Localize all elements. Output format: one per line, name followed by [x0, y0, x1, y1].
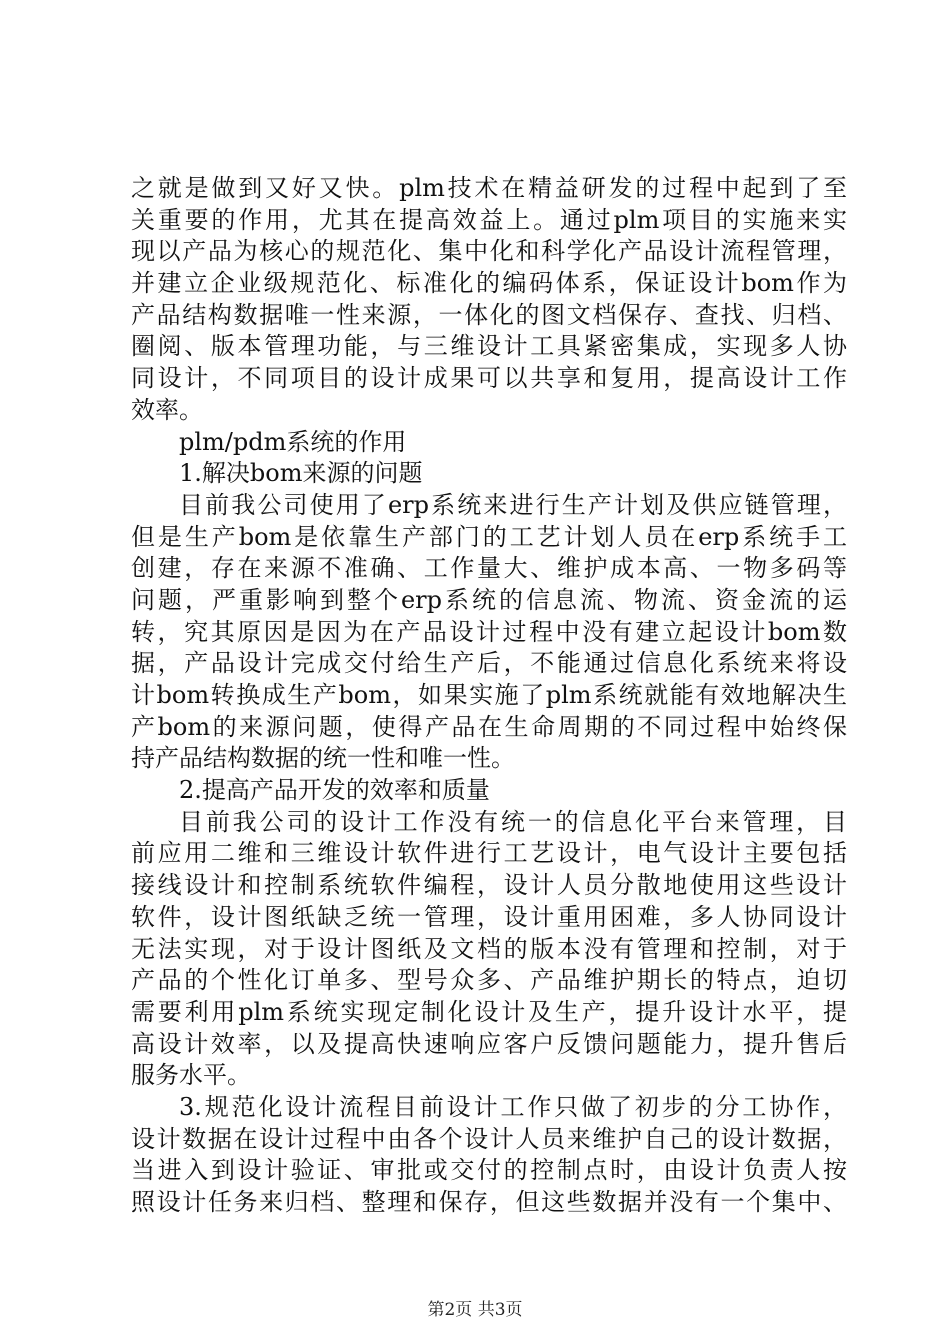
text-line: 现以产品为核心的规范化、集中化和科学化产品设计流程管理， — [131, 237, 847, 266]
text-line: 转，究其原因是因为在产品设计过程中没有建立起设计bom数 — [131, 617, 847, 646]
text-line: 计bom转换成生产bom，如果实施了plm系统就能有效地解决生 — [131, 681, 847, 709]
text-line: 并建立企业级规范化、标准化的编码体系，保证设计bom作为 — [131, 269, 847, 298]
text-line: 接线设计和控制系统软件编程，设计人员分散地使用这些设计 — [131, 871, 847, 900]
text-line: 需要利用plm系统实现定制化设计及生产，提升设计水平，提 — [131, 997, 847, 1026]
text-line: 关重要的作用，尤其在提高效益上。通过plm项目的实施来实 — [131, 205, 847, 234]
text-line: 持产品结构数据的统一性和唯一性。 — [131, 744, 515, 773]
text-line: 同设计，不同项目的设计成果可以共享和复用，提高设计工作 — [131, 364, 847, 393]
text-line: 但是生产bom是依靠生产部门的工艺计划人员在erp系统手工 — [131, 522, 847, 551]
page-footer: 第2页 共3页 — [427, 1300, 523, 1320]
section-heading: plm/pdm系统的作用 — [179, 427, 407, 456]
text-line: 设计数据在设计过程中由各个设计人员来维护自己的设计数据， — [131, 1124, 847, 1153]
text-line: 创建，存在来源不准确、工作量大、维护成本高、一物多码等 — [131, 554, 847, 583]
text-line: 照设计任务来归档、整理和保存，但这些数据并没有一个集中、 — [131, 1188, 847, 1216]
text-line: 产品的个性化订单多、型号众多、产品维护期长的特点，迫切 — [131, 966, 847, 995]
text-line: 问题，严重影响到整个erp系统的信息流、物流、资金流的运 — [131, 585, 847, 614]
text-line: 3.规范化设计流程目前设计工作只做了初步的分工协作， — [179, 1092, 847, 1121]
text-line: 服务水平。 — [131, 1061, 251, 1090]
subsection-heading: 1.解决bom来源的问题 — [179, 459, 423, 488]
text-line: 当进入到设计验证、审批或交付的控制点时，由设计负责人按 — [131, 1156, 847, 1185]
paragraph-design-process — [131, 1092, 847, 1219]
paragraph-efficiency — [131, 807, 847, 1092]
text-line: 目前我公司使用了erp系统来进行生产计划及供应链管理， — [179, 490, 847, 519]
text-line: 目前我公司的设计工作没有统一的信息化平台来管理，目 — [179, 807, 847, 836]
paragraph-bom-source — [131, 490, 847, 775]
text-line: 前应用二维和三维设计软件进行工艺设计，电气设计主要包括 — [131, 839, 847, 868]
text-line: 高设计效率，以及提高快速响应客户反馈问题能力，提升售后 — [131, 1029, 847, 1058]
subsection-heading: 2.提高产品开发的效率和质量 — [179, 776, 490, 805]
text-line: 之就是做到又好又快。plm技术在精益研发的过程中起到了至 — [131, 174, 847, 202]
text-line: 产品结构数据唯一性来源，一体化的图文档保存、查找、归档、 — [131, 300, 847, 329]
text-line: 圈阅、版本管理功能，与三维设计工具紧密集成，实现多人协 — [131, 332, 847, 361]
text-line: 无法实现，对于设计图纸及文档的版本没有管理和控制，对于 — [131, 934, 847, 963]
document-body — [131, 173, 847, 1219]
text-line: 产bom的来源问题，使得产品在生命周期的不同过程中始终保 — [131, 712, 847, 741]
text-line: 软件，设计图纸缺乏统一管理，设计重用困难，多人协同设计 — [131, 902, 847, 931]
text-line: 据，产品设计完成交付给生产后，不能通过信息化系统来将设 — [131, 649, 847, 678]
text-line: 效率。 — [131, 395, 203, 424]
paragraph-intro — [131, 173, 847, 427]
